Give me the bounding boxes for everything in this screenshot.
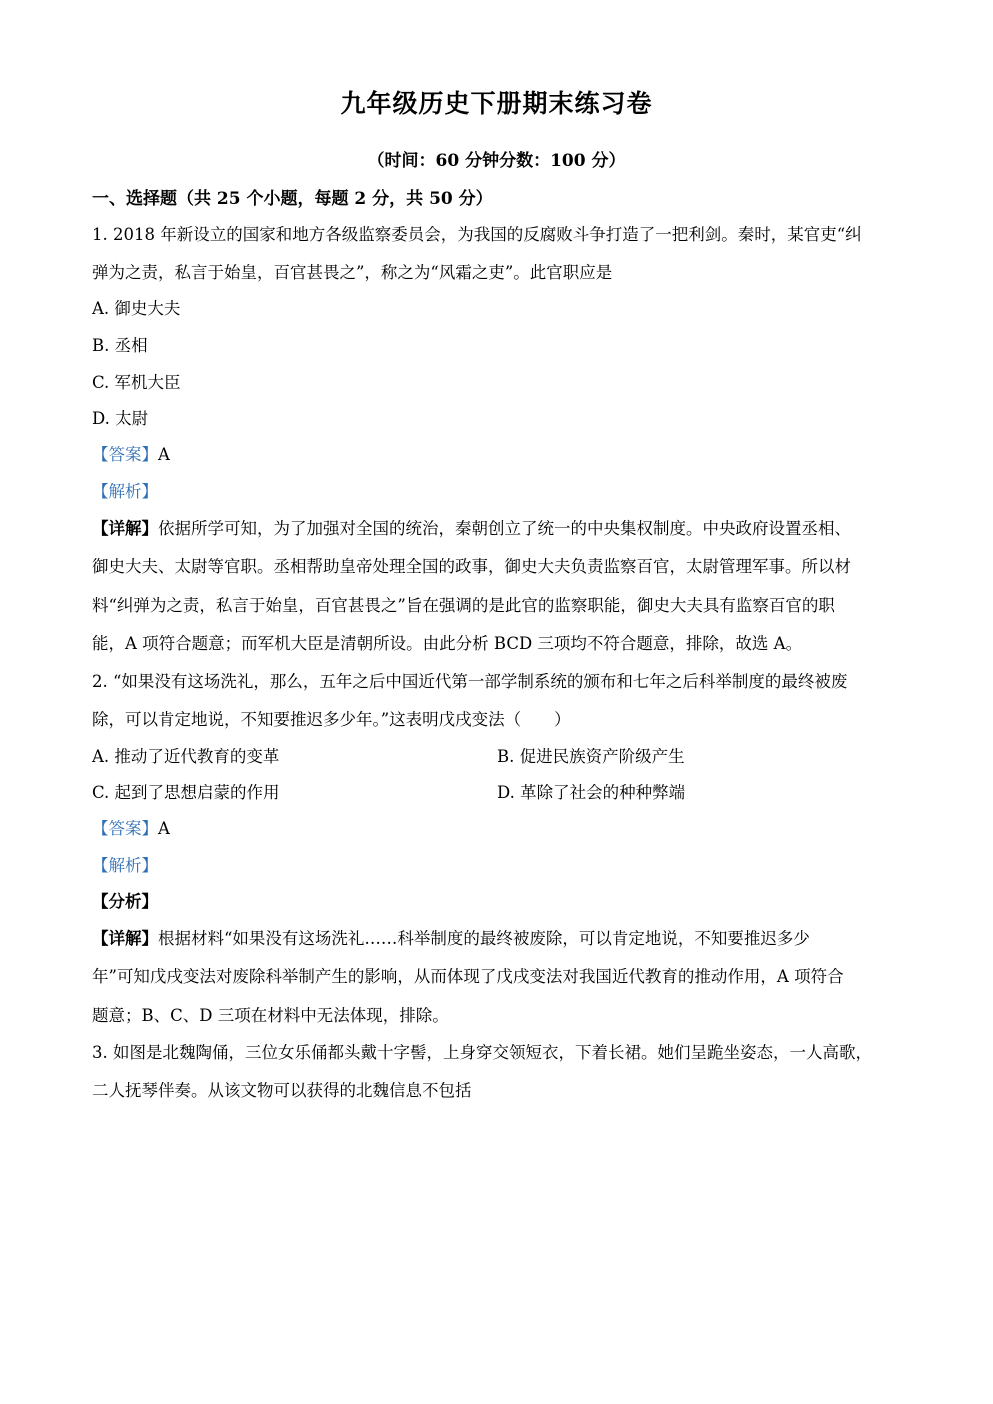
- q1-detail-line2: 御史大夫、太尉等官职。丞相帮助皇帝处理全国的政事，御史大夫负责监察百官，太尉管理军事。所以材: [92, 557, 851, 576]
- q2-answer: [92, 818, 170, 840]
- q2-stem-line1: 2. “如果没有这场洗礼，那么，五年之后中国近代第一部学制系统的颁布和七年之后科举制度的最终被废: [92, 672, 848, 691]
- q2-fenxi-tag: 【分析】: [92, 892, 158, 911]
- q2-option-b: B. 促进民族资产阶级产生: [497, 747, 685, 766]
- answer-tag: 【答案】: [92, 445, 158, 464]
- answer-value: A: [158, 819, 170, 838]
- q1-detail-line1: [92, 518, 851, 540]
- detail-text: 根据材料“如果没有这场洗礼……科举制度的最终被废除，可以肯定地说，不知要推迟多少: [158, 929, 810, 948]
- q2-detail-line1: [92, 928, 810, 950]
- q1-stem-line1: 1. 2018 年新设立的国家和地方各级监察委员会，为我国的反腐败斗争打造了一把利剑。秦时，某官吏“纠: [92, 225, 862, 244]
- q1-detail-line3: 料“纠弹为之责，私言于始皇，百官甚畏之”旨在强调的是此官的监察职能，御史大夫具有监察百官的职: [92, 596, 835, 615]
- detail-tag: 【详解】: [92, 519, 158, 538]
- detail-text: 依据所学可知，为了加强对全国的统治，秦朝创立了统一的中央集权制度。中央政府设置丞相、: [158, 519, 851, 538]
- q1-detail-line4: 能，A 项符合题意；而军机大臣是清朝所设。由此分析 BCD 三项均不符合题意，排除，故选 A。: [92, 634, 803, 653]
- q1-answer: [92, 444, 170, 466]
- q1-analysis-tag: 【解析】: [92, 482, 158, 501]
- q2-analysis-tag: 【解析】: [92, 856, 158, 875]
- section-heading: 一、选择题（共 25 个小题，每题 2 分，共 50 分）: [92, 189, 493, 209]
- q2-detail-line2: 年”可知戊戌变法对废除科举制产生的影响，从而体现了戊戌变法对我国近代教育的推动作用，A 项符合: [92, 967, 844, 986]
- page-subtitle: （时间：60 分钟分数：100 分）: [367, 151, 626, 171]
- page-title: 九年级历史下册期末练习卷: [340, 89, 653, 118]
- q1-option-a: A. 御史大夫: [92, 299, 181, 318]
- q2-stem-line2: 除，可以肯定地说，不知要推迟多少年。”这表明戊戌变法（ ）: [92, 710, 571, 729]
- q1-stem-line2: 弹为之责，私言于始皇，百官甚畏之”，称之为“风霜之吏”。此官职应是: [92, 263, 613, 282]
- q2-option-c: C. 起到了思想启蒙的作用: [92, 783, 280, 802]
- q3-stem-line1: 3. 如图是北魏陶俑，三位女乐俑都头戴十字髻，上身穿交领短衣，下着长裙。她们呈跪坐姿态，一人高歌，: [92, 1043, 872, 1062]
- q2-option-a: A. 推动了近代教育的变革: [92, 747, 280, 766]
- q1-option-b: B. 丞相: [92, 336, 148, 355]
- answer-tag: 【答案】: [92, 819, 158, 838]
- q2-detail-line3: 题意；B、C、D 三项在材料中无法体现，排除。: [92, 1006, 449, 1025]
- q1-option-d: D. 太尉: [92, 409, 149, 428]
- q3-stem-line2: 二人抚琴伴奏。从该文物可以获得的北魏信息不包括: [92, 1081, 472, 1100]
- q2-option-d: D. 革除了社会的种种弊端: [497, 783, 686, 802]
- answer-value: A: [158, 445, 170, 464]
- detail-tag: 【详解】: [92, 929, 158, 948]
- q1-option-c: C. 军机大臣: [92, 373, 181, 392]
